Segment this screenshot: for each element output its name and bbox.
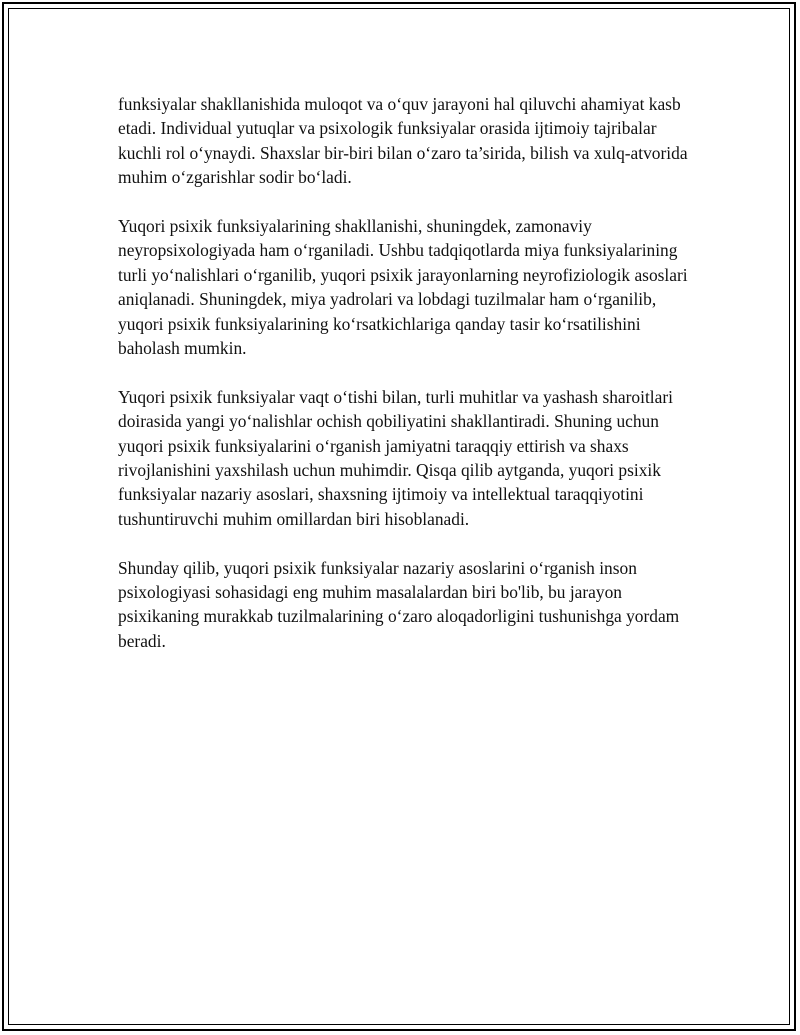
- paragraph-2: Yuqori psixik funksiyalarining shakllanishi, shuningdek, zamonaviy neyropsixologiyada ham o‘rganiladi. Ushbu tadqiqotlarda miya funksiyalarining turli yo‘nalishlari o‘rganilib, yuqori psixik jarayonlarning neyrofiziologik asoslari aniqlanadi. Shuningdek, miya yadrolari va lobdagi tuzilmalar ham o‘rganilib, yuqori psixik funksiyalarining ko‘rsatkichlariga qanday tasir ko‘rsatilishini baholash mumkin.: [118, 216, 688, 359]
- document-body: [118, 92, 688, 678]
- paragraph-1: funksiyalar shakllanishida muloqot va o‘quv jarayoni hal qiluvchi ahamiyat kasb etadi. Individual yutuqlar va psixologik funksiyalar orasida ijtimoiy tajribalar kuchli rol o‘ynaydi. Shaxslar bir-biri bilan o‘zaro ta’sirida, bilish va xulq-atvorida muhim o‘zgarishlar sodir bo‘ladi.: [118, 94, 688, 188]
- paragraph-4: Shunday qilib, yuqori psixik funksiyalar nazariy asoslarini o‘rganish inson psixologiyasi sohasidagi eng muhim masalalardan biri bo'lib, bu jarayon psixikaning murakkab tuzilmalarining o‘zaro aloqadorligini tushunishga yordam beradi.: [118, 557, 680, 651]
- paragraph-3: Yuqori psixik funksiyalar vaqt o‘tishi bilan, turli muhitlar va yashash sharoitlari doirasida yangi yo‘nalishlar ochish qobiliyatini shakllantiradi. Shuning uchun yuqori psixik funksiyalarini o‘rganish jamiyatni taraqqiy ettirish va shaxs rivojlanishini yaxshilash uchun muhimdir. Qisqa qilib aytganda, yuqori psixik funksiyalar nazariy asoslari, shaxsning ijtimoiy va intellektual taraqqiyotini tushuntiruvchi muhim omillardan biri hisoblanadi.: [118, 386, 673, 529]
